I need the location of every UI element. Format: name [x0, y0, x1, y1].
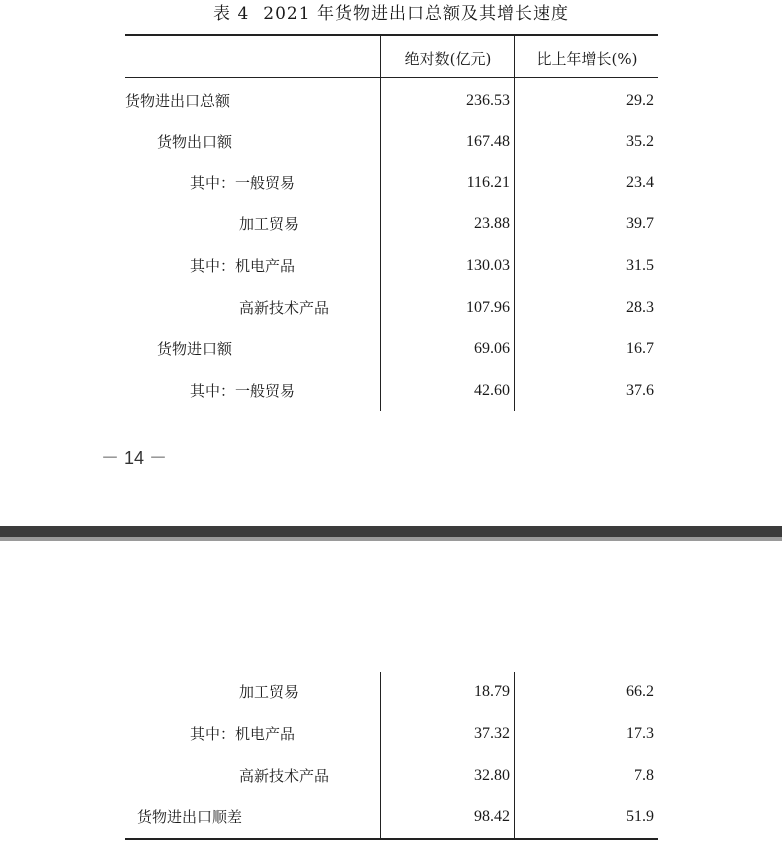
row-label: 加工贸易: [239, 215, 300, 233]
row-label: 货物出口额: [157, 133, 233, 151]
row-label: 其中：机电产品: [190, 257, 296, 275]
table-row: [0, 802, 782, 832]
row-label: 货物进出口总额: [125, 92, 231, 110]
row-growth: 28.3: [626, 299, 654, 316]
row-growth: 29.2: [626, 92, 654, 109]
row-label: 货物进出口顺差: [137, 808, 243, 826]
row-label: 货物进口额: [157, 340, 233, 358]
table-caption: [0, 2, 782, 26]
header-absolute-value: 绝对数(亿元): [404, 50, 492, 68]
row-growth: 66.2: [626, 683, 654, 700]
row-value: 42.60: [474, 382, 510, 399]
row-growth: 51.9: [626, 808, 654, 825]
table-row: [0, 719, 782, 749]
table-row: [0, 251, 782, 281]
table-bottom-rule: [125, 838, 658, 840]
page-separator: [0, 526, 782, 537]
row-value: 98.42: [474, 808, 510, 825]
row-value: 236.53: [466, 92, 510, 109]
table-row: [0, 677, 782, 707]
row-value: 130.03: [466, 257, 510, 274]
table-row: [0, 334, 782, 364]
row-growth: 17.3: [626, 725, 654, 742]
page-number: － 14 －: [101, 448, 168, 468]
row-label: 高新技术产品: [239, 767, 330, 785]
row-value: 32.80: [474, 767, 510, 784]
row-growth: 23.4: [626, 174, 654, 191]
row-growth: 7.8: [634, 767, 654, 784]
row-value: 23.88: [474, 215, 510, 232]
header-growth-rate: 比上年增长(%): [536, 50, 638, 68]
table-number: 表 4: [213, 4, 250, 24]
row-growth: 39.7: [626, 215, 654, 232]
row-growth: 35.2: [626, 133, 654, 150]
row-value: 37.32: [474, 725, 510, 742]
table-row: [0, 168, 782, 198]
table-row: [0, 127, 782, 157]
table-row: [0, 376, 782, 406]
row-label: 加工贸易: [239, 683, 300, 701]
row-label: 其中：机电产品: [190, 725, 296, 743]
table-row: [0, 293, 782, 323]
page-separator-shadow: [0, 537, 782, 541]
table-title: 2021 年货物进出口总额及其增长速度: [263, 4, 569, 24]
row-value: 18.79: [474, 683, 510, 700]
row-label: 其中：一般贸易: [190, 382, 296, 400]
row-value: 107.96: [466, 299, 510, 316]
row-growth: 16.7: [626, 340, 654, 357]
table-row: [0, 86, 782, 116]
row-value: 116.21: [466, 174, 510, 191]
table-row: [0, 209, 782, 239]
row-label: 高新技术产品: [239, 299, 330, 317]
row-value: 69.06: [474, 340, 510, 357]
table-top-rule: [125, 34, 658, 36]
row-value: 167.48: [466, 133, 510, 150]
header-rule: [125, 77, 658, 78]
row-label: 其中：一般贸易: [190, 174, 296, 192]
row-growth: 37.6: [626, 382, 654, 399]
row-growth: 31.5: [626, 257, 654, 274]
table-row: [0, 761, 782, 791]
